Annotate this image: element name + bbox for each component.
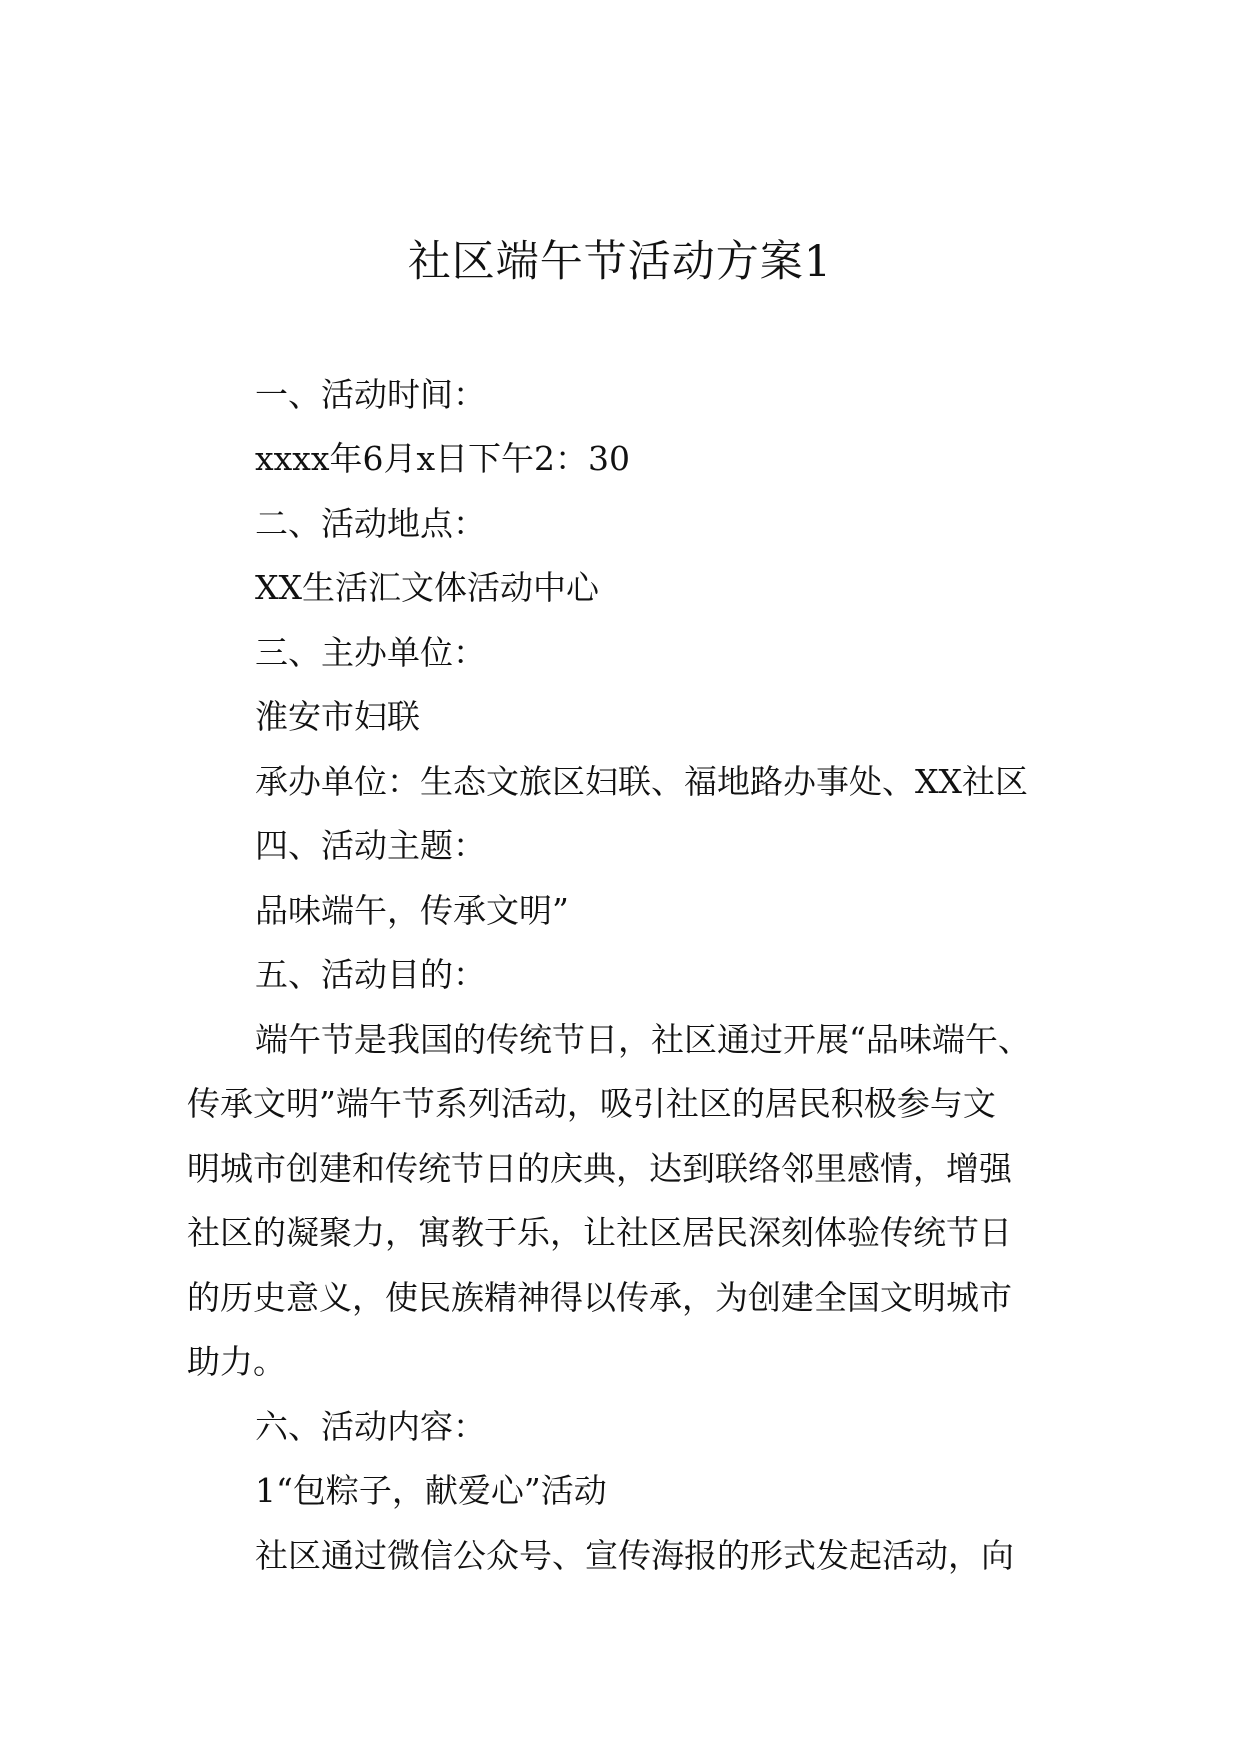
text-location: XX生活汇文体活动中心 [255,568,599,607]
text-time: xxxx年6月x日下午2：30 [255,439,631,478]
section-heading-content: 六、活动内容： [255,1407,486,1446]
paragraph-line: 社区的凝聚力，寓教于乐，让社区居民深刻体验传统节日 [187,1213,1012,1252]
section-heading-organizer: 三、主办单位： [255,633,486,672]
subheading-activity-1: 1“包粽子，献爱心”活动 [255,1471,607,1510]
text-theme: 品味端午，传承文明” [255,891,569,930]
paragraph-line: 明城市创建和传统节日的庆典，达到联络邻里感情，增强 [187,1149,1012,1188]
paragraph-line: 的历史意义，使民族精神得以传承，为创建全国文明城市 [187,1278,1012,1317]
paragraph-line: 社区通过微信公众号、宣传海报的形式发起活动，向 [255,1536,1014,1575]
section-heading-theme: 四、活动主题： [255,826,486,865]
text-co-organizer: 承办单位：生态文旅区妇联、福地路办事处、XX社区 [255,762,1028,801]
section-heading-location: 二、活动地点： [255,504,486,543]
section-heading-time: 一、活动时间： [255,375,486,414]
document-title: 社区端午节活动方案1 [407,237,833,287]
paragraph-line: 助力。 [187,1342,286,1381]
section-heading-purpose: 五、活动目的： [255,955,486,994]
text-organizer: 淮安市妇联 [255,697,420,736]
paragraph-line: 端午节是我国的传统节日，社区通过开展“品味端午、 [255,1020,1031,1059]
paragraph-line: 传承文明”端午节系列活动，吸引社区的居民积极参与文 [187,1084,996,1123]
